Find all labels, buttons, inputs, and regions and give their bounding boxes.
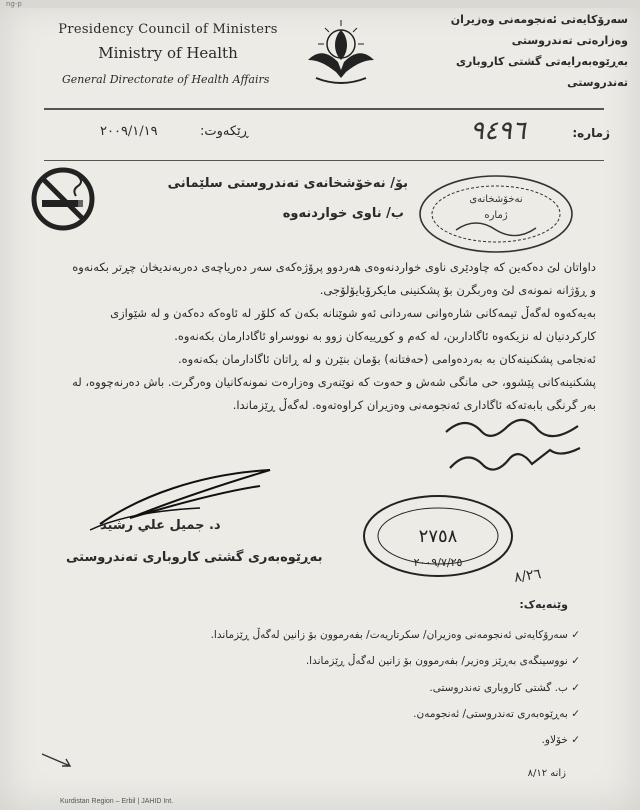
reference-row (40, 116, 610, 160)
body-paragraph-4: پشکنینەکانی پێشوو، حی مانگی شەش و حەوت کە نوێنەری وەزارەت نمونەکانیان وەرگرت. باش دەرنەچووە، لە بەر گرنگی بابەتەکە ئاگاداری ئەنجومەنی وەزیران کراوەتەوە. لەگەڵ ڕێزماندا. (72, 375, 596, 412)
copy-item: ✓ بەڕێوەبەری تەندروستی/ ئەنجومەن. (160, 701, 580, 727)
copy-item: ✓ نووسینگەی بەڕێز وەزیر/ بفەرموون بۆ زانین لەگەڵ ڕێزماندا. (160, 648, 580, 674)
body-paragraph-3: ئەنجامی پشکنینەکان بە بەردەوامی (حەفتانە) بۆمان بنێرن و لە ڕاتان ئاگادارمان بکەنەوە. (177, 352, 596, 366)
header-en-council: Presidency Council of Ministers (58, 22, 278, 37)
subject-line: ب/ ناوی خواردنەوە (282, 206, 404, 221)
header-ku-directorate: بەڕێوەبەرایەتی گشتی کاروباری تەندروستی (455, 54, 628, 89)
copies-list (160, 622, 580, 753)
copy-item: ✓ خۆلاو. (160, 727, 580, 753)
header-en-directorate: General Directorate of Health Affairs (62, 73, 270, 86)
signatory-title: بەڕێوەبەری گشتی کاروباری تەندروستی (66, 550, 323, 565)
reference-divider (44, 160, 604, 161)
body-paragraph-1: داواتان لێ دەکەین کە چاودێری ناوی خواردنەوەی هەردوو پرۆژەکەی سەر دەریاچەی دەربەندیخان چڕتر بکەنەوە و ڕۆژانە نمونەی لێ وەربگرن بۆ پشکنینی مایکرۆبایۆلۆجی. (72, 260, 596, 297)
footer-text: Kurdistan Region – Erbil | JAHID Int. (60, 798, 174, 805)
header-english (58, 22, 278, 86)
reference-number: ٩٤٩٦ (470, 116, 526, 146)
registry-stamp (360, 490, 520, 580)
handwritten-annotation (436, 412, 606, 492)
copy-item: ✓ ب. گشتی کاروباری تەندروستی. (160, 675, 580, 701)
header-en-ministry: Ministry of Health (98, 44, 238, 62)
received-stamp (416, 172, 576, 256)
signatory-name: د. جميل علي رشيد (100, 518, 221, 533)
addressee: بۆ/ نەخۆشخانەی تەندروستی سلێمانی (167, 176, 408, 191)
stamp2-date: ٢٠٠٩/٧/٢٥ (413, 556, 463, 569)
header-divider (44, 108, 604, 110)
stamp1-line2: ژمارە (484, 210, 508, 221)
no-smoking-icon (30, 166, 96, 232)
header-ku-ministry: وەزارەتی تەندروستی (511, 33, 628, 47)
copy-item: ✓ سەرۆکایەتی ئەنجومەنی وەزیران/ سکرتاریەت/ بفەرموون بۆ زانین لەگەڵ ڕێزماندا. (160, 622, 580, 648)
number-label: ژمارە: (572, 126, 610, 140)
arrow-mark-icon (40, 750, 80, 770)
stamp1-line1: نەخۆشخانەی (469, 194, 523, 205)
date-value: ٢٠٠٩/١/١٩ (100, 124, 158, 139)
copies-title: وێنەیەک: (519, 598, 568, 611)
body-paragraph-2: بەیەکەوە لەگەڵ تیمەکانی شارەوانی سەردانی ئەو شوێنانە بکەن کە کلۆر لە ئاوەکە دەکەن و لە شێوازی کارکردنیان لە نزیکەوە ئاگاداربن، لە کەم و کوڕییەکان زوو بە نووسراو ئاگادارمان بکەنەوە. (110, 306, 596, 343)
header-kurdish (428, 10, 628, 94)
header-ku-council: سەرۆکایەتی ئەنجومەنی وەزیران (450, 13, 628, 26)
letter-body (66, 256, 596, 417)
filing-note: زانە ٨/١٢ (527, 768, 566, 779)
top-strip: ng-p (0, 0, 640, 8)
handwritten-date: ٨/٢٦ (513, 566, 543, 586)
kurdistan-emblem-icon (300, 8, 382, 88)
date-label: ڕێکەوت: (200, 124, 249, 139)
stamp2-number: ٢٧٥٨ (418, 526, 458, 547)
